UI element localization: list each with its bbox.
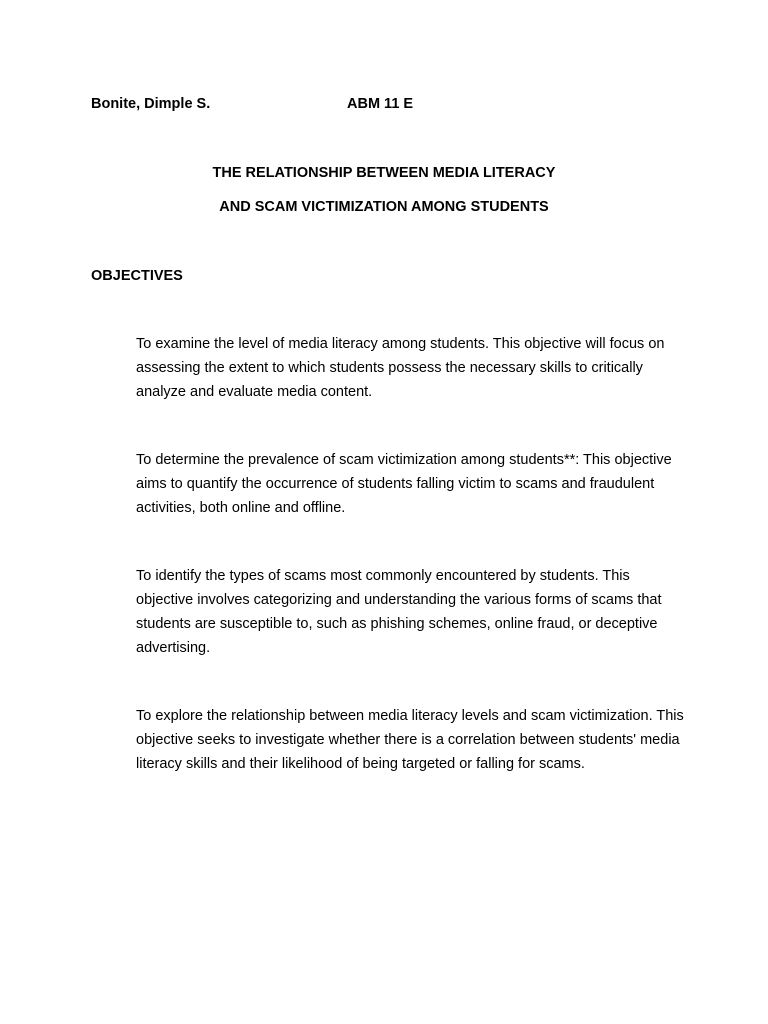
objective-paragraph-4: To explore the relationship between media literacy levels and scam victimization. This objective seeks to investigate whether there is a correlation between students' media literacy skills and their likelihood of being targeted or falling for scams. [136, 708, 684, 772]
document-title-line-1: THE RELATIONSHIP BETWEEN MEDIA LITERACY [212, 165, 556, 181]
class-section: ABM 11 E [347, 96, 414, 112]
objectives-heading: OBJECTIVES [91, 268, 183, 284]
author-name: Bonite, Dimple S. [91, 96, 211, 112]
objective-paragraph-1: To examine the level of media literacy among students. This objective will focus on assessing the extent to which students possess the necessary skills to critically analyze and evaluate media content. [136, 336, 665, 400]
objective-paragraph-2: To determine the prevalence of scam victimization among students**: This objective aims to quantify the occurrence of students falling victim to scams and fraudulent activities, both online and offline. [136, 452, 672, 516]
objective-paragraph-3: To identify the types of scams most commonly encountered by students. This objective involves categorizing and understanding the various forms of scams that students are susceptible to, such as phishing schemes, online fraud, or deceptive advertising. [136, 568, 662, 656]
document-title-line-2: AND SCAM VICTIMIZATION AMONG STUDENTS [219, 199, 549, 215]
